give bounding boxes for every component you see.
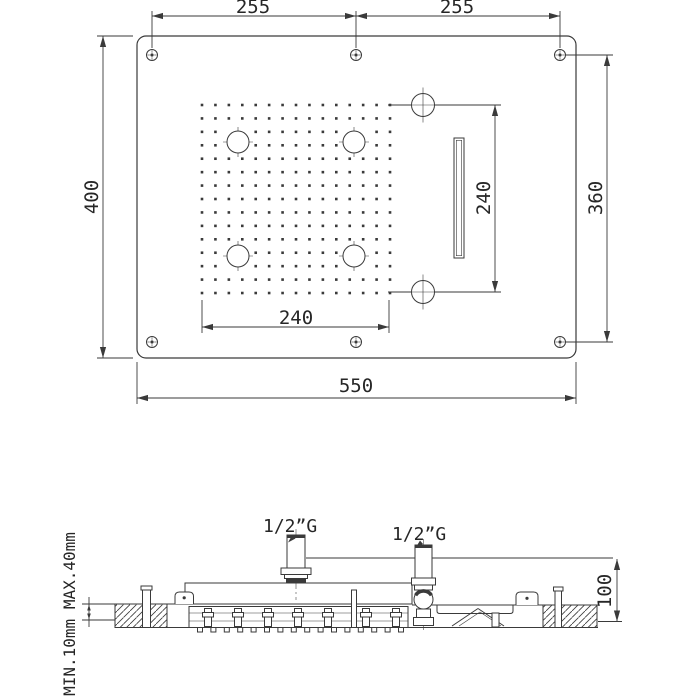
dim-right-360 (566, 55, 613, 342)
clamp-bolts (203, 609, 402, 627)
dim-label-240-vertical: 240 (473, 180, 495, 216)
dim-label-360: 360 (585, 180, 607, 216)
center-stud (352, 590, 357, 628)
pipe-connection-right (412, 539, 436, 630)
mounting-rod-right (554, 587, 564, 628)
nozzle-dot-grid (201, 104, 392, 295)
dim-left-400 (81, 36, 133, 358)
ceiling-section-right (543, 605, 597, 628)
dim-bottom-550 (137, 362, 576, 404)
connection-label-left: 1/2”G (263, 516, 318, 537)
dim-inner-240-horizontal (202, 300, 389, 333)
dim-inner-240-vertical (388, 105, 501, 292)
diagonal-brace (452, 609, 504, 628)
connection-label-right: 1/2”G (392, 524, 447, 545)
dim-label-100: 100 (594, 573, 616, 609)
water-inlet-marks (406, 88, 441, 310)
housing-body (185, 583, 412, 604)
waterfall-channel (437, 605, 513, 614)
dim-label-240-horizontal: 240 (278, 307, 314, 329)
dim-label-255-right: 255 (439, 0, 475, 18)
shower-plate-outline (137, 36, 576, 358)
bracket-tab-right (516, 592, 538, 605)
dim-label-400: 400 (81, 179, 103, 215)
dim-top-255-255 (152, 0, 560, 48)
nozzle-row (198, 628, 404, 633)
dim-recess-range (60, 532, 91, 696)
dim-label-550: 550 (338, 375, 374, 397)
top-view (81, 0, 613, 404)
bracket-tab-left (175, 592, 194, 604)
screw-holes (147, 50, 566, 348)
waterfall-slot (454, 138, 464, 258)
mounting-rod-left (141, 586, 152, 628)
dim-label-255-left: 255 (235, 0, 271, 18)
side-view (60, 516, 622, 696)
recess-range-label: MIN.10mm MAX.40mm (60, 532, 79, 696)
ceiling-section-left (115, 604, 167, 628)
